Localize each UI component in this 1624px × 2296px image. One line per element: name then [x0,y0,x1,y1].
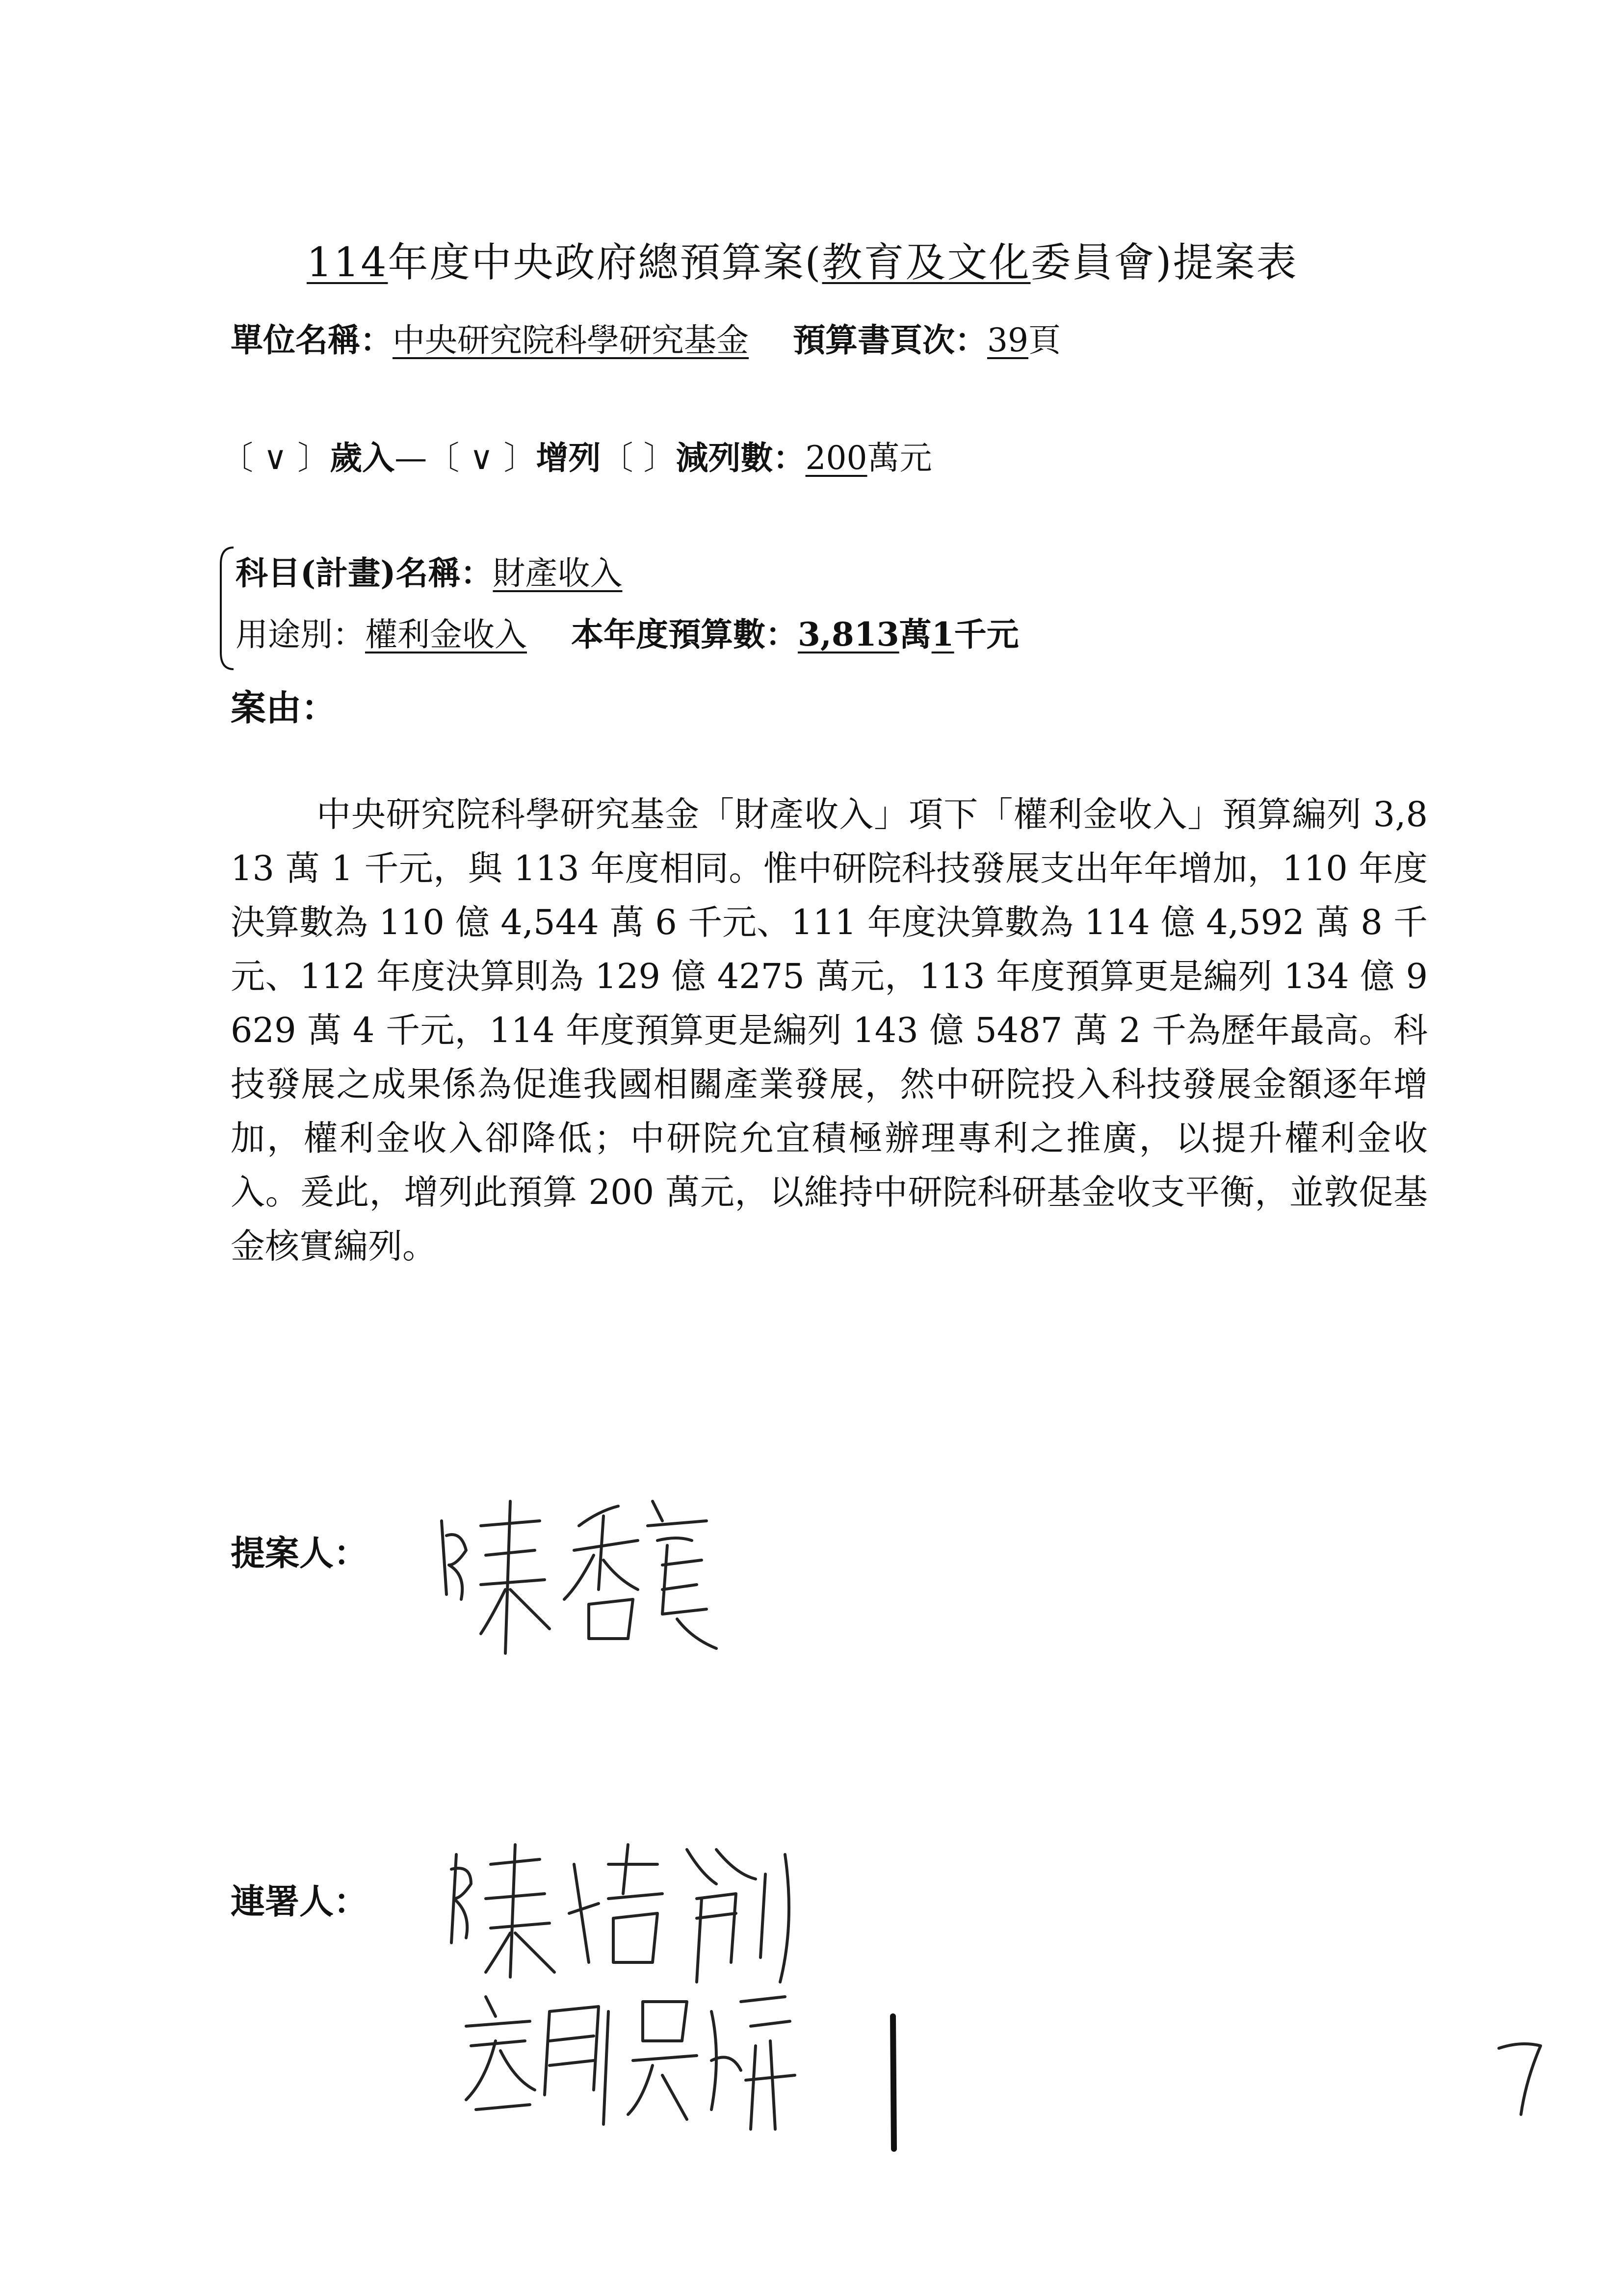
budget-qian: 1 [931,615,954,653]
revenue-label: 歲入 [330,439,395,477]
decrease-checkbox: 〔 〕 [601,439,676,477]
adjustment-unit: 萬元 [867,439,932,477]
decrease-label: 減列數： [676,439,806,477]
revenue-checkbox: 〔 ∨ 〕 [221,439,330,477]
use-value: 權利金收入 [365,616,527,653]
increase-label: 增列 [536,439,601,477]
subject-value: 財產收入 [493,554,623,592]
title-year: 114 [307,239,388,286]
cosigner-signature-1 [442,1835,814,1992]
unit-value: 中央研究院科學研究基金 [393,321,749,359]
title-part1: 年度中央政府總預算案( [388,239,822,286]
title-part2: 委員會)提案表 [1030,239,1298,286]
increase-checkbox: 〔 ∨ 〕 [427,439,536,477]
page-label: 預算書頁次： [793,321,987,359]
page-mark [878,2011,908,2159]
page-title [307,231,1298,288]
reason-label: 案由： [231,687,337,729]
subject-label: 科目(計畫)名稱： [236,554,493,592]
budget-wan: 3,813 [798,615,899,653]
cosigner-signature-2 [456,1982,800,2139]
proposer-label: 提案人： [231,1533,368,1573]
proposer-signature [432,1491,736,1658]
use-row [236,608,1019,655]
reason-body: 中央研究院科學研究基金「財產收入」項下「權利金收入」預算編列 3,813 萬 1 千元，與 113 年度相同。惟中研院科技發展支出年年增加，110 年度決算數為 110 億 4,544 萬 6 千元、111 年度決算數為 114 億 4,592 萬 8 千元、112 年度決算則為 129 億 4275 萬元，113 年度預算更是編列 134 億 9629 萬 4 千元，114 年度預算更是編列 143 億 5487 萬 2 千為歷年最高。科技發展之成果係為促進我國相關產業發展，然中研院投入科技發展金額逐年增加，權利金收入卻降低；中研院允宜積極辦理專利之推廣，以提升權利金收入。爰此，增列此預算 200 萬元，以維持中研院科研基金收支平衡，並敦促基金核實編列。 [231,794,1428,1266]
page-suffix: 頁 [1028,321,1061,359]
budget-wan-unit: 萬 [899,615,932,653]
adjustment-amount: 200 [805,439,867,477]
adjustment-row [221,432,932,478]
unit-label: 單位名稱： [231,321,393,359]
budget-label: 本年度預算數： [571,615,798,653]
corner-mark [1492,2036,1550,2119]
page-value: 39 [987,321,1028,359]
bracket-mark [216,545,236,672]
dash: — [394,439,427,477]
title-committee: 教育及文化 [822,239,1031,286]
cosigner-label: 連署人： [231,1881,368,1922]
unit-row [231,314,1061,361]
subject-row [236,547,622,594]
use-label: 用途別： [236,616,365,653]
budget-qian-unit: 千元 [954,615,1019,653]
